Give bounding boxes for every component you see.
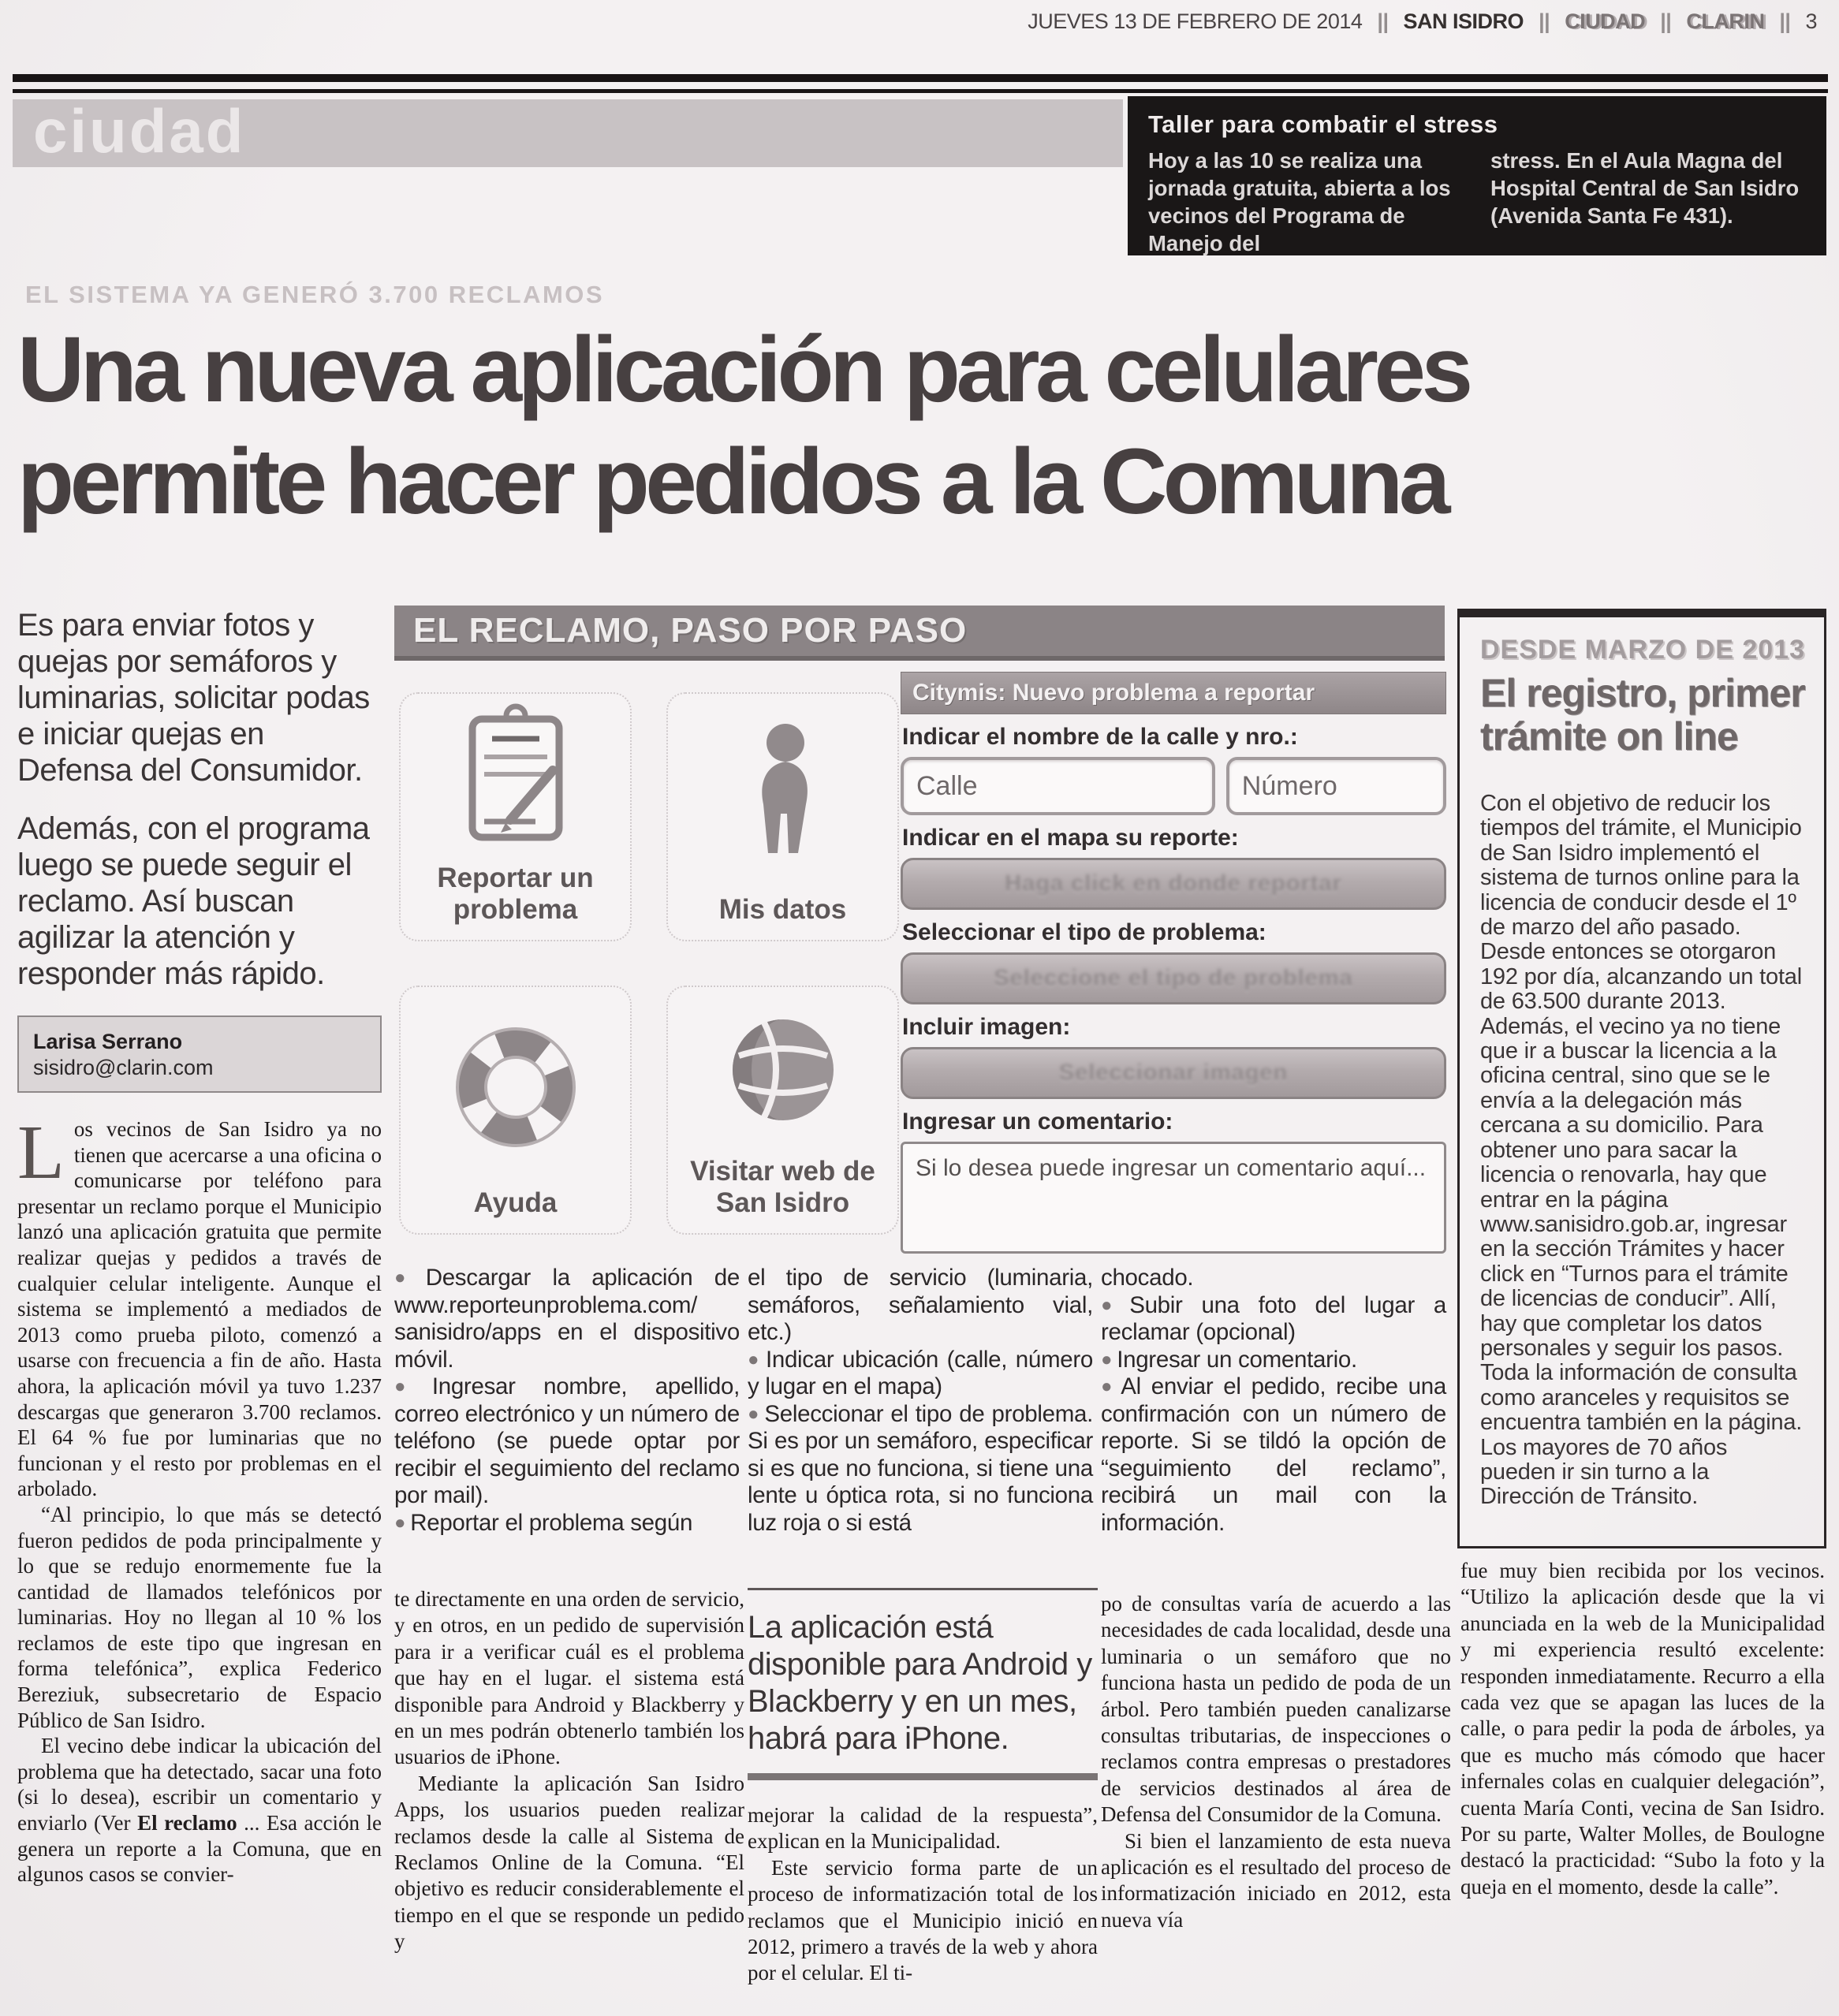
masthead-separator: || xyxy=(1377,9,1389,33)
pullquote-rule-bottom xyxy=(748,1773,1098,1780)
step-item-continuation: el tipo de servicio (luminaria, semáforos, señalamiento vial, etc.) xyxy=(748,1265,1093,1345)
tile-label: Mis datos xyxy=(718,894,847,925)
masthead-section: CIUDAD xyxy=(1565,9,1646,33)
headline-line2: permite hacer pedidos a la Comuna xyxy=(17,430,1446,534)
left-column xyxy=(17,607,382,1887)
infographic-title-bar: EL RECLAMO, PASO POR PASO xyxy=(394,606,1445,661)
tile-label: Visitar web de San Isidro xyxy=(690,1156,875,1218)
body-paragraph: Este servicio forma parte de un proceso de informatización total de los reclamos que el Municipio inició en 2012, primero a través de la web y ahora por el celular. El ti- xyxy=(748,1855,1098,1985)
map-label: Indicar en el mapa su reporte: xyxy=(902,825,1239,851)
bullet-icon: ● xyxy=(748,1403,760,1425)
masthead-separator: || xyxy=(1779,9,1791,33)
sidebar-box xyxy=(1457,609,1826,1548)
page-number: 3 xyxy=(1805,9,1817,33)
bullet-icon: ● xyxy=(1101,1348,1113,1370)
map-button[interactable]: Haga click en donde reportar xyxy=(901,858,1446,910)
person-icon xyxy=(668,694,897,894)
masthead-date: JUEVES 13 DE FEBRERO DE 2014 xyxy=(1028,9,1363,33)
bullet-icon: ● xyxy=(394,1511,406,1533)
body-paragraph: fue muy bien recibida por los vecinos. “Utilizo la aplicación desde que la vi anunciada en la web de la Municipalidad y mi experiencia resultó excelente: responden inmediatamente. Recurro a ella cada vez que se apagan las luces de la calle, o para pedir la poda de árboles, ya que es mucho más cómodo que hacer infernales colas en cualquier delegación”, cuenta María Conti, vecina de San Isidro. Por su parte, Walter Molles, de Boulogne destacó la practicidad: “Subo la foto y la queja en el momento, desde la calle”. xyxy=(1460,1559,1825,1899)
article-bold-reference: El reclamo xyxy=(137,1811,237,1835)
top-rule-thin xyxy=(13,89,1828,93)
stress-box-col2: stress. En el Aula Magna del Hospital Central de San Isidro (Avenida Santa Fe 431). xyxy=(1490,148,1800,228)
drop-cap: L xyxy=(17,1110,65,1195)
comment-textarea[interactable] xyxy=(901,1142,1446,1254)
step-item: ● Indicar ubicación (calle, número y lugar en el mapa) xyxy=(748,1346,1094,1399)
body-paragraph: te directamente en una orden de servicio, y en otros, en un pedido de supervisión para ir a verificar cuál es el problema que hay en el lugar. el sistema está disponible para Android y Blackberry y en un mes podrán obtenerlo también los usuarios de iPhone. xyxy=(394,1587,744,1769)
step-item: ● Ingresar un comentario. xyxy=(1101,1346,1357,1373)
tile-my-data[interactable] xyxy=(666,692,899,941)
bullet-icon: ● xyxy=(1101,1376,1117,1397)
problem-type-label: Seleccionar el tipo de problema: xyxy=(902,919,1266,945)
masthead-brand: CLARIN xyxy=(1686,9,1765,33)
bullet-icon: ● xyxy=(394,1267,421,1288)
bullet-icon: ● xyxy=(748,1348,761,1370)
body-paragraph: Si bien el lanzamiento de esta nueva aplicación es el resultado del proceso de informatización iniciado en 2012, esta nueva vía xyxy=(1101,1828,1451,1932)
globe-icon xyxy=(668,987,897,1156)
step-item: ● Seleccionar el tipo de problema. Si es por un semáforo, especificar si es que no funciona, si tiene una lente u óptica rota, si no funciona luz roja o si está xyxy=(748,1400,1093,1536)
form-header: Citymis: Nuevo problema a reportar xyxy=(901,672,1446,714)
body-paragraph: po de consultas varía de acuerdo a las necesidades de cada localidad, desde una luminaria o un semáforo que no funciona hasta un pedido de poda de un árbol. Pero también pueden canalizarse consultas tributarias, de inspecciones o reclamos contra empresas o prestadores de servicios destinados al área de Defensa del Consumidor de la Comuna. xyxy=(1101,1592,1451,1827)
body-paragraph: mejorar la calidad de la respuesta”, explican en la Municipalidad. xyxy=(748,1803,1098,1854)
steps-column-2 xyxy=(748,1265,1093,1537)
number-input[interactable] xyxy=(1226,757,1446,815)
bottom-column-1 xyxy=(394,1586,744,1955)
kicker: EL SISTEMA YA GENERÓ 3.700 RECLAMOS xyxy=(25,281,605,308)
problem-type-button[interactable]: Seleccione el tipo de problema xyxy=(901,952,1446,1004)
tile-visit-web[interactable] xyxy=(666,986,899,1235)
masthead-region: SAN ISIDRO xyxy=(1403,9,1524,33)
byline-author: Larisa Serrano xyxy=(33,1030,183,1053)
pullquote-rule-top xyxy=(748,1588,1098,1590)
tile-label: Reportar un problema xyxy=(437,863,594,925)
masthead-separator: || xyxy=(1660,9,1672,33)
lede-paragraph-1: Es para enviar fotos y quejas por semáforos y luminarias, solicitar podas e iniciar quejas en Defensa del Consumidor. xyxy=(17,608,370,788)
stress-box-col1: Hoy a las 10 se realiza una jornada gratuita, abierta a los vecinos del Programa de Manejo del xyxy=(1148,148,1451,255)
sidebar-title: El registro, primer trámite on line xyxy=(1480,671,1805,758)
clipboard-icon xyxy=(401,694,630,863)
step-item-continuation: chocado. xyxy=(1101,1265,1194,1291)
tile-report-problem[interactable] xyxy=(399,692,632,941)
masthead xyxy=(1028,9,1817,34)
headline xyxy=(17,314,1828,538)
section-banner xyxy=(13,96,1123,167)
article-paragraph-1: Los vecinos de San Isidro ya no tienen que acercarse a una oficina o comunicarse por teléfono para presentar un reclamo porque el Municipio lanzó una aplicación gratuita que permite realizar quejas y pedidos a través de cualquier celular inteligente. Aunque el sistema se implementó a mediados de 2013 como prueba piloto, comenzó a usarse con frecuencia a fin de año. Hasta ahora, la aplicación móvil ya tuvo 1.237 descargas que generaron 3.700 reclamos. El 64 % fue por luminarias que no funcionan y el resto por problemas en el arbolado. xyxy=(17,1110,382,1501)
step-item: ● Descargar la aplicación de www.reporteunproblema.com/ sanisidro/apps en el dispositivo móvil. xyxy=(394,1265,740,1373)
pull-quote: La aplicación está disponible para Android y Blackberry y en un mes, habrá para iPhone. xyxy=(748,1610,1092,1756)
headline-line1: Una nueva aplicación para celulares xyxy=(17,318,1469,422)
byline-email: sisidro@clarin.com xyxy=(33,1056,214,1079)
stress-box-title: Taller para combatir el stress xyxy=(1148,110,1498,138)
step-item: ● Subir una foto del lugar a reclamar (opcional) xyxy=(1101,1291,1447,1345)
article-paragraph-2: “Al principio, lo que más se detectó fueron pedidos de poda principalmente y lo que se redujo enormemente fue la cantidad de llamados telefónicos por luminarias. Hoy no llegan al 10 % los reclamos de este tipo que ingresan en forma telefónica”, explica Federico Bereziuk, subsecretario de Espacio Público de San Isidro. xyxy=(17,1502,382,1732)
report-form xyxy=(901,672,1446,1258)
street-label: Indicar el nombre de la calle y nro.: xyxy=(902,724,1298,750)
bottom-column-2 xyxy=(748,1588,1098,1987)
step-item: ● Reportar el problema según xyxy=(394,1509,693,1536)
bottom-column-3 xyxy=(1101,1591,1451,1933)
image-label: Incluir imagen: xyxy=(902,1014,1071,1040)
byline-box xyxy=(17,1015,382,1093)
sidebar-body: Con el objetivo de reducir los tiempos del trámite, el Municipio de San Isidro implementó el sistema de turnos online para la licencia de conducir desde el 1º de marzo del año pasado. Desde entonces se otorgaron 192 por día, alcanzando un total de 63.500 durante 2013. Además, el vecino ya no tiene que ir a buscar la licencia a la oficina central, sino que se le envía a la delegación más cercana a su domicilio. Para obtener uno para sacar la licencia o renovarla, hay que entrar en la página www.sanisidro.gob.ar, ingresar en la sección Trámites y hacer click en “Turnos para el trámite de licencias de conducir”. Allí, hay que completar los datos personales y seguir los pasos. Toda la información de consulta como aranceles y requisitos se encuentra también en la página. Los mayores de 70 años pueden ir sin turno a la Dirección de Tránsito. xyxy=(1480,791,1803,1510)
section-banner-label: ciudad xyxy=(33,96,246,166)
stress-workshop-box xyxy=(1128,96,1826,255)
step-item: ● Ingresar nombre, apellido, correo electrónico y un número de teléfono (se puede optar por recibir el seguimiento del reclamo por mail). xyxy=(394,1373,740,1508)
app-tiles xyxy=(399,692,899,1235)
article-body xyxy=(17,1110,382,1887)
top-rule-thick xyxy=(13,74,1828,82)
lede-paragraph-2: Además, con el programa luego se puede seguir el reclamo. Así buscan agilizar la atención y responder más rápido. xyxy=(17,811,370,991)
tile-help[interactable] xyxy=(399,986,632,1235)
body-paragraph: Mediante la aplicación San Isidro Apps, los usuarios pueden realizar reclamos desde la calle al Sistema de Reclamos Online de la Comuna. “El objetivo es reducir considerablemente el tiempo en el que se responde un pedido y xyxy=(394,1771,744,1954)
image-button[interactable]: Seleccionar imagen xyxy=(901,1047,1446,1099)
bottom-column-4 xyxy=(1460,1558,1825,1900)
masthead-separator: || xyxy=(1539,9,1550,33)
article-paragraph-3: El vecino debe indicar la ubicación del problema que ha detectado, sacar una foto (si lo desea), escribir un comentario y enviarlo (Ver El reclamo ... Esa acción le genera un reporte a la Comuna, que en algunos casos se convier- xyxy=(17,1734,382,1887)
step-item: ● Al enviar el pedido, recibe una confirmación con un número de reporte. Si se tildó la opción de “seguimiento del reclamo”, recibirá un mail con la información. xyxy=(1101,1373,1446,1536)
steps-column-1 xyxy=(394,1265,740,1537)
lifesaver-icon xyxy=(401,987,630,1187)
steps-column-3 xyxy=(1101,1265,1446,1537)
comment-label: Ingresar un comentario: xyxy=(902,1109,1173,1135)
tile-label: Ayuda xyxy=(473,1187,558,1218)
bullet-icon: ● xyxy=(394,1376,427,1397)
street-input[interactable] xyxy=(901,757,1215,815)
sidebar-kicker: DESDE MARZO DE 2013 xyxy=(1480,635,1805,665)
bullet-icon: ● xyxy=(1101,1294,1125,1316)
